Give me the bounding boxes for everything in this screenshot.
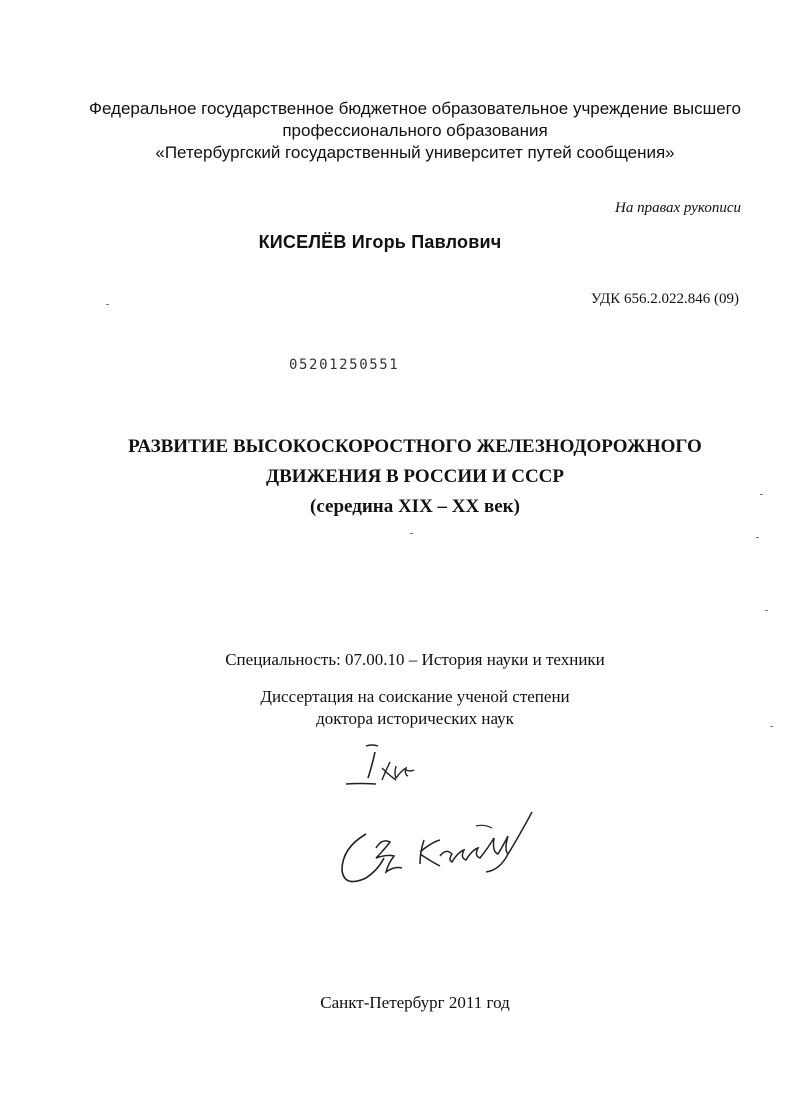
handwritten-volume-note	[338, 740, 428, 800]
dissertation-title	[60, 432, 770, 522]
author-name: КИСЕЛЁВ Игорь Павлович	[258, 232, 502, 252]
specialty-line: Специальность: 07.00.10 – История науки и техники	[225, 650, 605, 669]
institution-line-2: профессионального образования	[282, 121, 548, 140]
author-signature	[336, 808, 546, 908]
title-line-3: (середина XIX – XX век)	[310, 496, 520, 517]
institution-line-3: «Петербургский государственный университет путей сообщения»	[155, 143, 675, 162]
title-line-2: ДВИЖЕНИЯ В РОССИИ И СССР	[266, 466, 564, 487]
degree-line-1: Диссертация на соискание ученой степени	[260, 687, 570, 706]
degree-line-2: доктора исторических наук	[316, 709, 514, 728]
scan-speck	[760, 494, 763, 495]
manuscript-rights-note: На правах рукописи	[615, 200, 741, 216]
scan-speck	[765, 610, 768, 611]
title-line-1: РАЗВИТИЕ ВЫСОКОСКОРОСТНОГО ЖЕЛЕЗНОДОРОЖНОГО	[128, 436, 702, 457]
city-and-year: Санкт-Петербург 2011 год	[320, 993, 510, 1012]
institution-line-1: Федеральное государственное бюджетное образовательное учреждение высшего	[89, 99, 741, 118]
udk-code: УДК 656.2.022.846 (09)	[590, 291, 739, 307]
degree-statement	[60, 686, 770, 730]
scan-speck	[106, 304, 109, 305]
author-name-wrapper	[0, 232, 795, 253]
scan-speck	[410, 533, 413, 534]
scan-speck	[770, 726, 773, 727]
scan-speck	[756, 537, 759, 538]
library-stamp-number: 05201250551	[289, 357, 400, 373]
institution-header	[60, 98, 770, 164]
